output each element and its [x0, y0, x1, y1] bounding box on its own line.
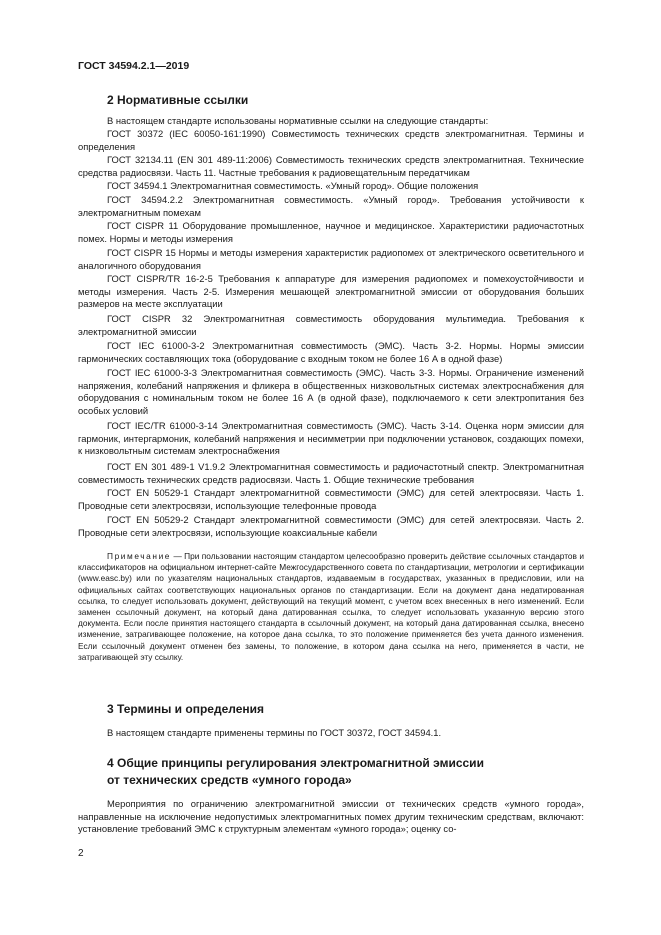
reference-entry: ГОСТ CISPR 32 Электромагнитная совместимость оборудования мультимедиа. Требования к электромагнитной эмиссии	[78, 313, 584, 337]
reference-entry: ГОСТ IEC 61000-3-3 Электромагнитная совместимость (ЭМС). Часть 3-3. Нормы. Ограничение изменений напряжения, колебаний напряжения и фликера в общественных низковольтных системах электроснабжения для оборудования с номинальным током не более 16 А (в одной фазе), подключаемого к сети электропитания без особых условий	[78, 367, 584, 416]
section-4-title-line-1: 4 Общие принципы регулирования электромагнитной эмиссии	[107, 756, 484, 770]
note-block	[78, 551, 584, 663]
reference-entry: ГОСТ 30372 (IEC 60050-161:1990) Совместимость технических средств электромагнитная. Термины и определения	[78, 128, 584, 152]
reference-entry: ГОСТ 34594.1 Электромагнитная совместимость. «Умный город». Общие положения	[107, 180, 479, 191]
reference-entry: ГОСТ CISPR/TR 16-2-5 Требования к аппаратуре для измерения радиопомех и помехоустойчивости и методы измерения. Часть 2-5. Измерения мешающей электромагнитной эмиссии от оборудования больших размеров на месте эксплуатации	[78, 273, 584, 310]
section-3-title: 3 Термины и определения	[107, 702, 265, 716]
reference-entry: ГОСТ 34594.2.2 Электромагнитная совместимость. «Умный город». Требования устойчивости к электромагнитным помехам	[78, 194, 584, 218]
reference-entry: ГОСТ 32134.11 (EN 301 489-11:2006) Совместимость технических средств электромагнитная. Технические средства радиосвязи. Часть 11. Частные требования к радиовещательным передатчикам	[78, 154, 584, 178]
note-text: — При пользовании настоящим стандартом целесообразно проверить действие ссылочных стандартов и классификаторов на официальном интернет-сайте Межгосударственного совета по стандартизации, метрологии и сертификации (www.easc.by) или по указателям национальных стандартов, издаваемым в государствах, указанных в предисловии, или на официальных сайтах соответствующих национальных органов по стандартизации. Если на документ дана недатированная ссылка, то следует использовать документ, действующий на текущий момент, с учетом всех внесенных в него изменений. Если заменен ссылочный документ, на который дана датированная ссылка, то следует использовать указанную версию этого документа. Если после принятия настоящего стандарта в ссылочный документ, на который дана датированная ссылка, внесено изменение, затрагивающее положение, на которое дана ссылка, то это положение применяется без учета данного изменения. Если ссылочный документ отменен без замены, то положение, в котором дана ссылка на него, применяется в части, не затрагивающей эту ссылку.	[78, 551, 584, 662]
page-number: 2	[78, 848, 84, 859]
paragraph: В настоящем стандарте использованы нормативные ссылки на следующие стандарты:	[107, 115, 489, 126]
reference-entry: ГОСТ EN 50529-1 Стандарт электромагнитной совместимости (ЭМС) для сетей электросвязи. Часть 1. Проводные сети электросвязи, использующие телефонные провода	[78, 487, 584, 511]
reference-entry: ГОСТ EN 50529-2 Стандарт электромагнитной совместимости (ЭМС) для сетей электросвязи. Часть 2. Проводные сети электросвязи, использующие коаксиальные кабели	[78, 514, 584, 538]
reference-entry: ГОСТ IEC 61000-3-2 Электромагнитная совместимость (ЭМС). Часть 3-2. Нормы. Нормы эмиссии гармонических составляющих тока (оборудование с входным током не более 16 А в одной фазе)	[78, 340, 584, 364]
section-2-title: 2 Нормативные ссылки	[107, 93, 249, 107]
reference-entry: ГОСТ IEC/TR 61000-3-14 Электромагнитная совместимость (ЭМС). Часть 3-14. Оценка норм эмиссии для гармоник, интергармоник, колебаний напряжения и несимметрии при подключении установок, создающих помехи, к низковольтным системам электроснабжения	[78, 420, 584, 457]
section-4-title-line-2: от технических средств «умного города»	[107, 773, 352, 787]
document-header: ГОСТ 34594.2.1—2019	[78, 60, 190, 72]
reference-entry: ГОСТ CISPR 15 Нормы и методы измерения характеристик радиопомех от электрического осветительного и аналогичного оборудования	[78, 247, 584, 271]
paragraph: В настоящем стандарте применены термины по ГОСТ 30372, ГОСТ 34594.1.	[107, 727, 442, 738]
paragraph: Мероприятия по ограничению электромагнитной эмиссии от технических средств «умного города», направленные на исключение недопустимых электромагнитных помех другим техническим средствам, включают: установление требований ЭМС к структурным элементам «умного города»; оценку со-	[78, 798, 584, 835]
reference-entry: ГОСТ EN 301 489-1 V1.9.2 Электромагнитная совместимость и радиочастотный спектр. Электромагнитная совместимость технических средств радиосвязи. Часть 1. Общие технические требования	[78, 461, 584, 485]
reference-entry: ГОСТ CISPR 11 Оборудование промышленное, научное и медицинское. Характеристики радиочастотных помех. Нормы и методы измерения	[78, 220, 584, 244]
note-label: Примечание	[107, 551, 172, 561]
